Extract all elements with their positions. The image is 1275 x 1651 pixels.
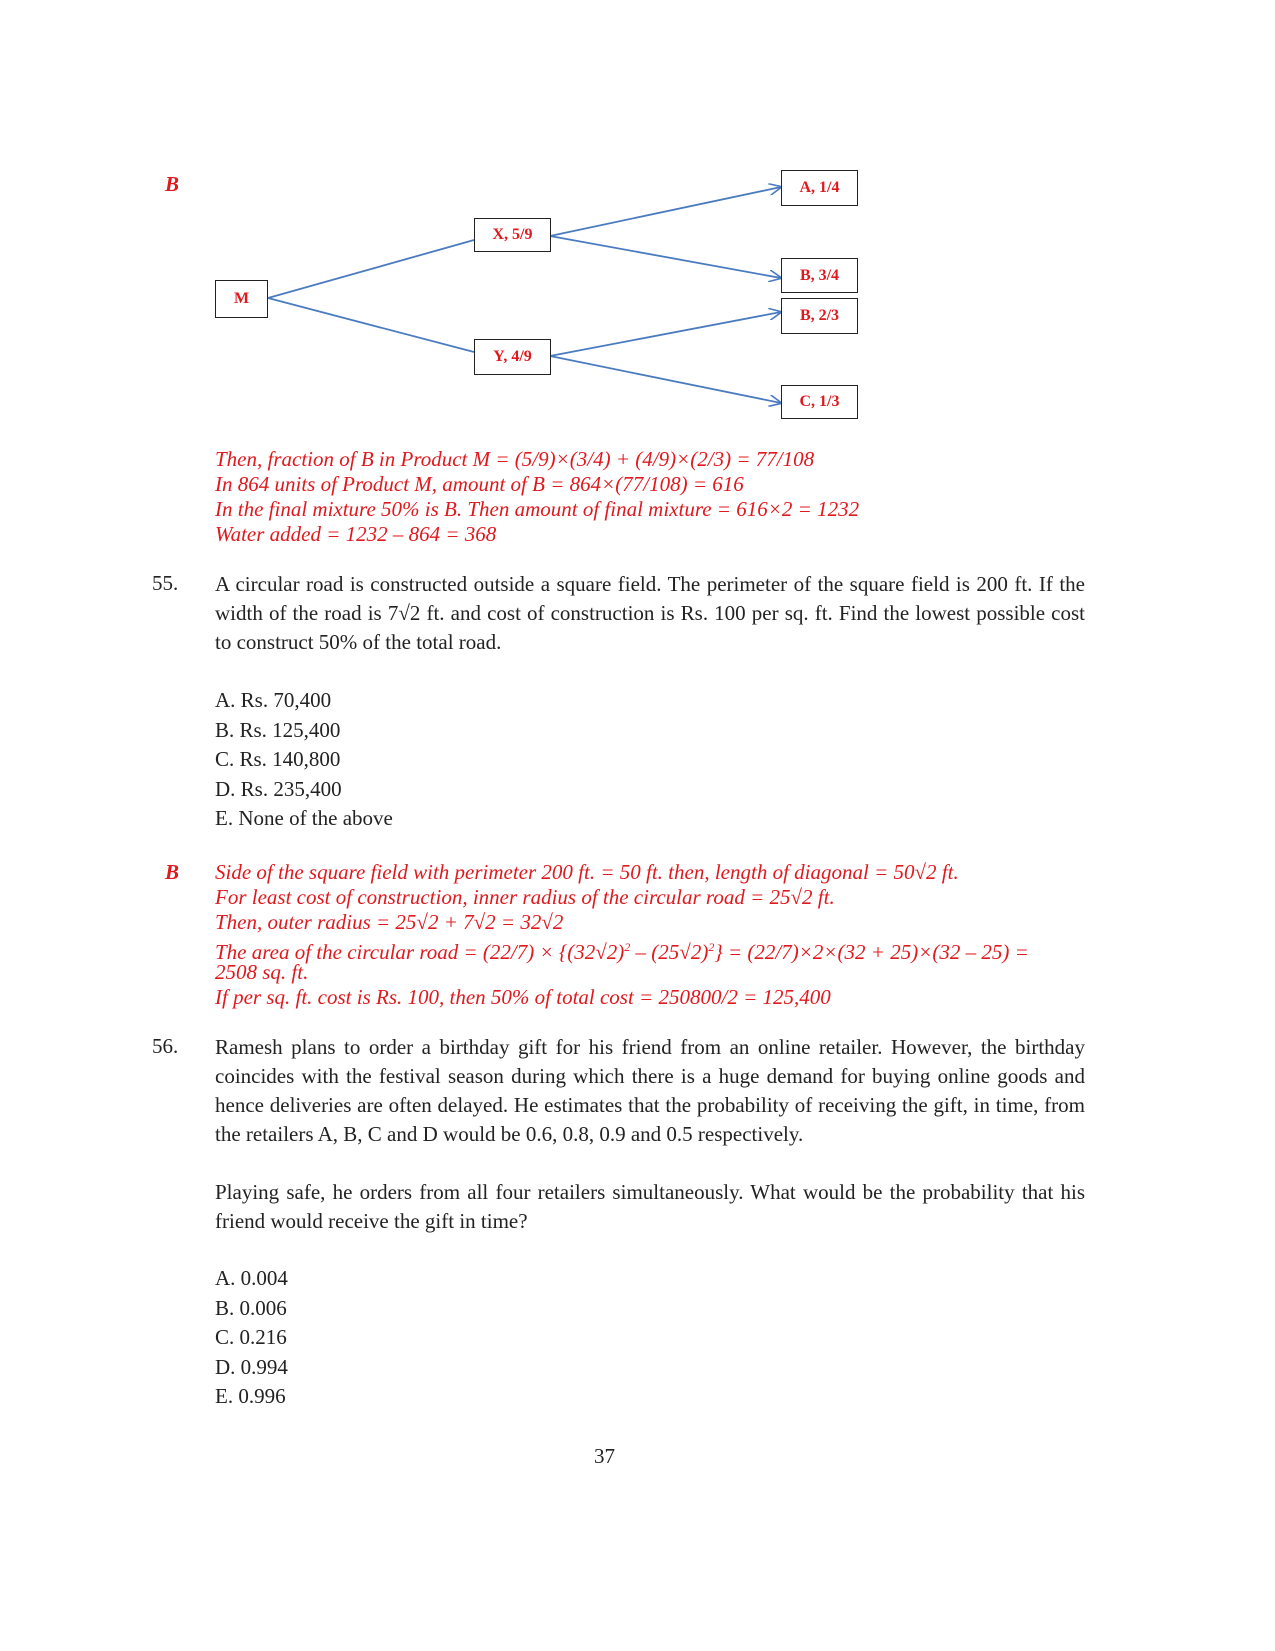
node-y: Y, 4/9 — [474, 339, 551, 375]
exponent: 2 — [708, 940, 715, 954]
question-number: 55. — [152, 571, 179, 595]
solution-line: In the final mixture 50% is B. Then amount of final mixture = 616×2 = 1232 — [215, 497, 860, 521]
edge-y-c — [550, 356, 781, 403]
option-a: A. Rs. 70,400 — [215, 688, 332, 712]
exponent: 2 — [624, 940, 631, 954]
answer-options — [215, 1264, 288, 1412]
question-number: 56. — [152, 1034, 179, 1058]
option-c: C. 0.216 — [215, 1325, 287, 1349]
answer-options — [215, 686, 393, 834]
page-number: 37 — [594, 1444, 615, 1468]
question-text: A circular road is constructed outside a square field. The perimeter of the square field is 200 ft. If the width of the road is 7√2 ft. and cost of construction is Rs. 100 per sq. ft. Find the lowest possible cost to construct 50% of the total road. — [215, 572, 1085, 654]
edge-x-b1 — [550, 236, 781, 278]
node-a: A, 1/4 — [781, 170, 858, 206]
answer-letter: B — [165, 172, 180, 196]
answer-letter: B — [165, 860, 180, 884]
solution-line: Water added = 1232 – 864 = 368 — [215, 522, 497, 546]
option-c: C. Rs. 140,800 — [215, 747, 341, 771]
edge-x-a — [550, 187, 781, 236]
solution-line: Then, fraction of B in Product M = (5/9)×(3/4) + (4/9)×(2/3) = 77/108 — [215, 447, 815, 471]
edge-y-b2 — [550, 312, 781, 356]
option-a: A. 0.004 — [215, 1266, 288, 1290]
tree-diagram-connectors — [0, 0, 1275, 430]
solution-line — [215, 935, 1085, 964]
solution-line: In 864 units of Product M, amount of B = 864×(77/108) = 616 — [215, 472, 744, 496]
edge-m-x — [268, 240, 474, 298]
edge-m-y — [268, 298, 474, 352]
node-b1: B, 3/4 — [781, 258, 858, 293]
q55-solution — [215, 860, 1085, 1010]
q54-solution — [215, 447, 859, 547]
option-d: D. 0.994 — [215, 1354, 288, 1379]
option-e: E. None of the above — [215, 806, 393, 830]
question-text: Playing safe, he orders from all four retailers simultaneously. What would be the probability that his friend would receive the gift in time? — [215, 1180, 1085, 1233]
node-m: M — [215, 280, 268, 318]
option-e: E. 0.996 — [215, 1384, 286, 1408]
solution-line: 2508 sq. ft. — [215, 960, 309, 984]
option-b: B. Rs. 125,400 — [215, 717, 341, 742]
option-b: B. 0.006 — [215, 1295, 287, 1320]
question-text: Ramesh plans to order a birthday gift for his friend from an online retailer. However, the birthday coincides with the festival season during which there is a huge demand for buying online goods and hence deliveries are often delayed. He estimates that the probability of receiving the gift, in time, from the retailers A, B, C and D would be 0.6, 0.8, 0.9 and 0.5 respectively. — [215, 1035, 1085, 1146]
solution-line: If per sq. ft. cost is Rs. 100, then 50% of total cost = 250800/2 = 125,400 — [215, 985, 831, 1009]
option-d: D. Rs. 235,400 — [215, 776, 342, 801]
solution-line: For least cost of construction, inner radius of the circular road = 25√2 ft. — [215, 885, 835, 909]
solution-line: Side of the square field with perimeter 200 ft. = 50 ft. then, length of diagonal = 50√2 ft. — [215, 860, 959, 884]
solution-text: The area of the circular road = (22/7) × {(32√2) — [215, 940, 625, 964]
solution-line: Then, outer radius = 25√2 + 7√2 = 32√2 — [215, 910, 564, 934]
solution-text: – (25√2) — [630, 940, 709, 964]
solution-text: } = (22/7)×2×(32 + 25)×(32 – 25) = — [714, 940, 1029, 964]
node-c: C, 1/3 — [781, 385, 858, 419]
node-b2: B, 2/3 — [781, 298, 858, 334]
node-x: X, 5/9 — [474, 218, 551, 252]
